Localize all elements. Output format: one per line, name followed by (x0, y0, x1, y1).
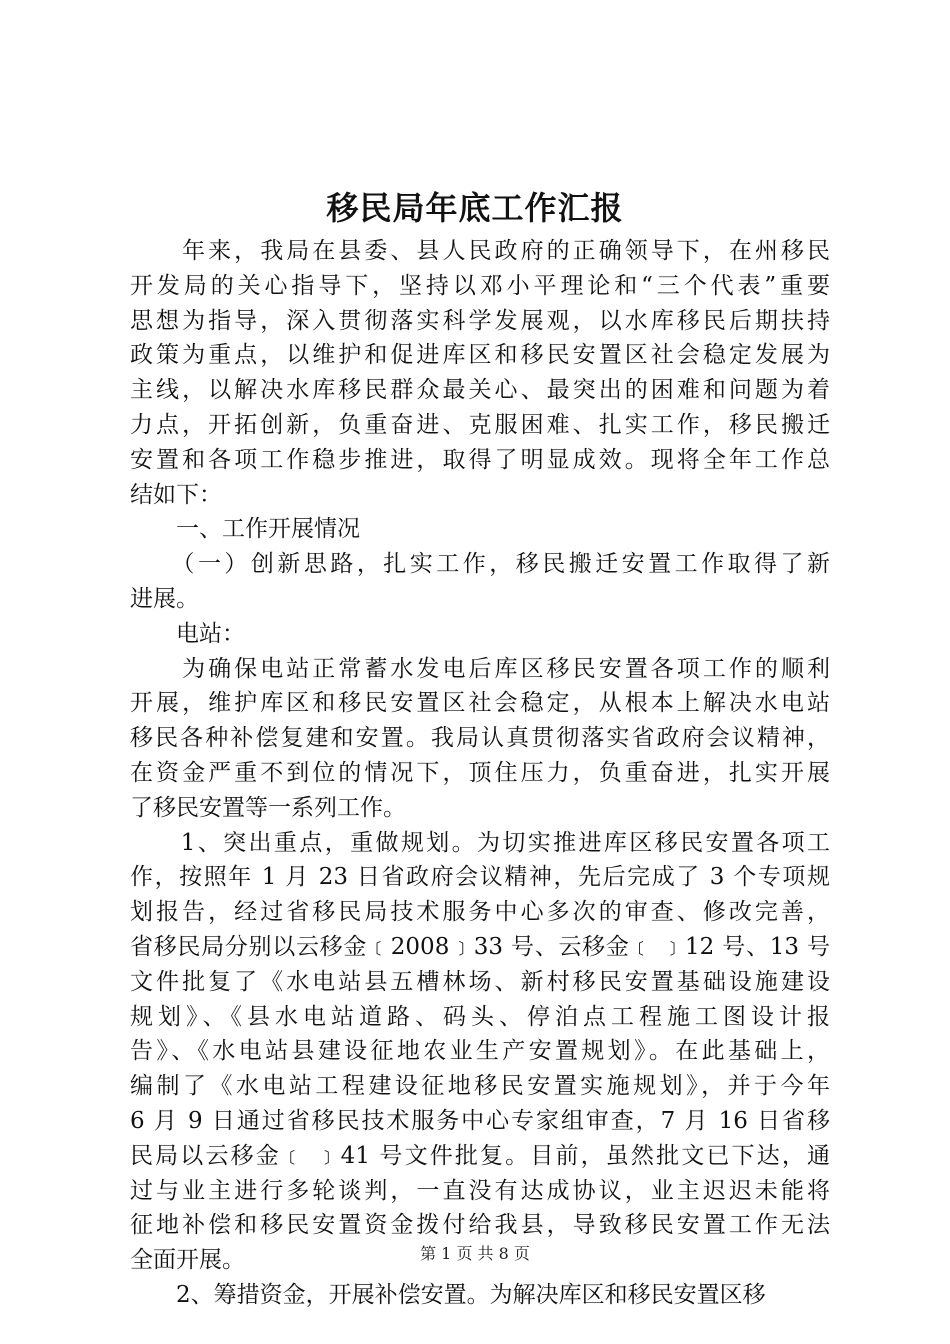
body-line: 年来，我局在县委、县人民政府的正确领导下，在州移民 (130, 238, 830, 264)
body-line: 政策为重点，以维护和促进库区和移民安置区社会稳定发展为 (130, 342, 830, 369)
body-line: 开展，维护库区和移民安置区社会稳定，从根本上解决水电站 (130, 690, 830, 717)
body-line: 电站： (130, 620, 245, 647)
body-line: 安置和各项工作稳步推进，取得了明显成效。现将全年工作总 (130, 446, 830, 473)
body-line: 过与业主进行多轮谈判，一直没有达成协议，业主迟迟未能将 (130, 1177, 830, 1204)
body-line: 在资金严重不到位的情况下，顶住压力，负重奋进，扎实开展 (130, 759, 830, 786)
body-line: （一）创新思路，扎实工作，移民搬迁安置工作取得了新 (130, 551, 830, 578)
page-footer: 第 1 页 共 8 页 (420, 1244, 530, 1263)
body-line: 划报告，经过省移民局技术服务中心多次的审查、修改完善， (130, 899, 830, 926)
body-line: 征地补偿和移民安置资金拨付给我县，导致移民安置工作无法 (130, 1212, 830, 1239)
body-line: 移民各种补偿复建和安置。我局认真贯彻落实省政府会议精神， (130, 725, 830, 752)
body-line: 2、筹措资金，开展补偿安置。为解决库区和移民安置区移 (130, 1281, 766, 1308)
body-line: 为确保电站正常蓄水发电后库区移民安置各项工作的顺利 (130, 655, 830, 682)
body-line: 文件批复了《水电站县五槽林场、新村移民安置基础设施建设 (130, 968, 830, 995)
body-line: 省移民局分别以云移金﹝2008﹞33 号、云移金﹝ ﹞12 号、13 号 (130, 933, 830, 960)
body-line: 编制了《水电站工程建设征地移民安置实施规划》，并于今年 (130, 1073, 830, 1100)
body-line: 了移民安置等一系列工作。 (130, 794, 406, 821)
body-line: 告》、《水电站县建设征地农业生产安置规划》。在此基础上， (130, 1038, 830, 1065)
body-line: 作，按照年 1 月 23 日省政府会议精神，先后完成了 3 个专项规 (130, 864, 830, 891)
body-line: 一、工作开展情况 (130, 516, 360, 543)
body-line: 民局以云移金﹝ ﹞41 号文件批复。目前，虽然批文已下达，通 (130, 1142, 830, 1169)
body-line: 1、突出重点，重做规划。为切实推进库区移民安置各项工 (130, 829, 830, 856)
document-title: 移民局年底工作汇报 (326, 189, 624, 227)
document-body (130, 234, 830, 1313)
body-line: 主线，以解决水库移民群众最关心、最突出的困难和问题为着 (130, 377, 830, 404)
body-line: 规划》、《县水电站道路、码头、停泊点工程施工图设计报 (130, 1003, 830, 1030)
body-line: 进展。 (130, 585, 199, 612)
body-line: 全面开展。 (130, 1247, 245, 1274)
body-line: 思想为指导，深入贯彻落实科学发展观，以水库移民后期扶持 (130, 307, 830, 334)
body-line: 6 月 9 日通过省移民技术服务中心专家组审查，7 月 16 日省移 (130, 1107, 830, 1134)
body-line: 力点，开拓创新，负重奋进、克服困难、扎实工作，移民搬迁 (130, 411, 830, 438)
body-line: 开发局的关心指导下，坚持以邓小平理论和“三个代表”重要 (130, 272, 830, 299)
body-line: 结如下： (130, 481, 222, 508)
